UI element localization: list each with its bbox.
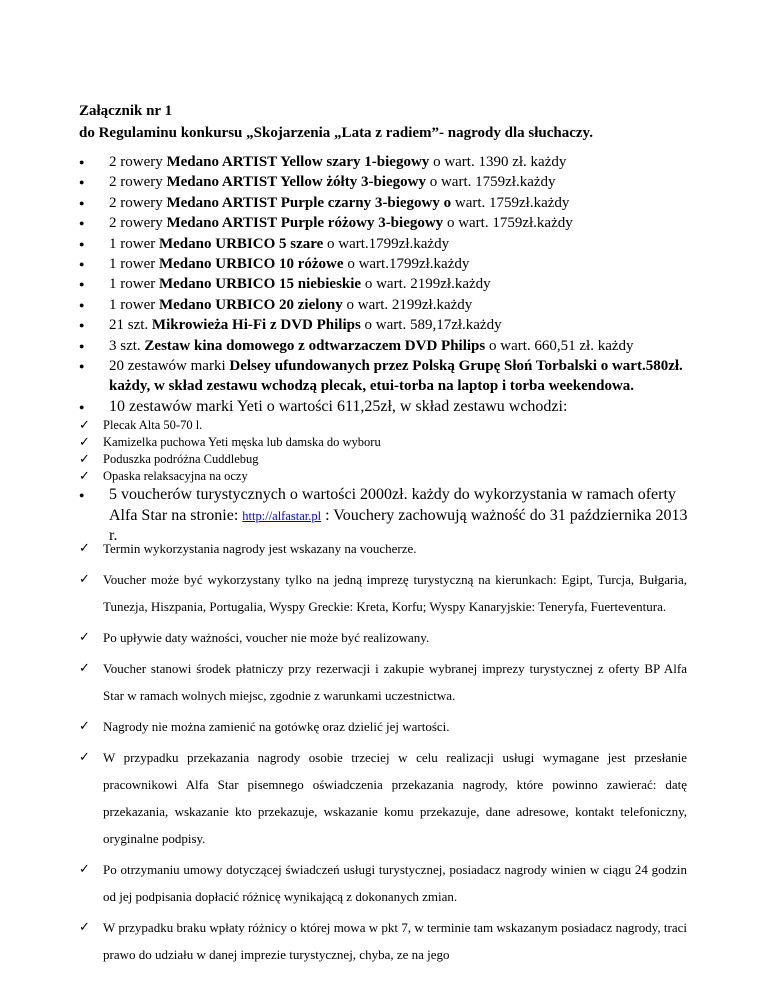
terms-item: ✓ W przypadku przekazania nagrody osobie trzeciej w celu realizacji usługi wymagane jest przesłanie pracownikowi Alfa Star pisemnego oświadczenia przekazania nagrody, które powinno zawierać: datę przekazania, wskazanie kto przekazuje, wskazanie komu przekazuje, dane adresowe, kontakt telefoniczny, oryginalne podpisy.: [79, 744, 687, 852]
prize-item: ● 1 rower Medano URBICO 10 różowe o wart.1799zł.każdy: [79, 254, 699, 274]
prize-item: ● 1 rower Medano URBICO 5 szare o wart.1799zł.każdy: [79, 234, 699, 254]
prize-item: ● 1 rower Medano URBICO 20 zielony o wart. 2199zł.każdy: [79, 295, 699, 315]
prize-item: ● 2 rowery Medano ARTIST Purple różowy 3-biegowy o wart. 1759zł.każdy: [79, 213, 699, 233]
heading-line-2: do Regulaminu konkursu „Skojarzenia „Lata z radiem”- nagrody dla słuchaczy.: [79, 125, 593, 141]
document-heading: [79, 100, 593, 144]
prize-list: [79, 152, 699, 547]
prize-item: ● 2 rowery Medano ARTIST Yellow szary 1-biegowy o wart. 1390 zł. każdy: [79, 152, 699, 172]
prize-item: ● 2 rowery Medano ARTIST Yellow żółty 3-biegowy o wart. 1759zł.każdy: [79, 172, 699, 192]
prize-item-yeti: ● 10 zestawów marki Yeti o wartości 611,25zł, w skład zestawu wchodzi:: [79, 397, 699, 417]
prize-item-vouchers: ● 5 voucherów turystycznych o wartości 2000zł. każdy do wykorzystania w ramach oferty Alfa Star na stronie: http://alfastar.pl : Vouchery zachowują ważność do 31 października 2013 r.: [79, 485, 699, 546]
yeti-set-item: ✓ Poduszka podróżna Cuddlebug: [79, 451, 699, 468]
prize-item: ● 3 szt. Zestaw kina domowego z odtwarzaczem DVD Philips o wart. 660,51 zł. każdy: [79, 336, 699, 356]
terms-item: ✓ W przypadku braku wpłaty różnicy o której mowa w pkt 7, w terminie tam wskazanym posiadacz nagrody, traci prawo do udziału w danej imprezie turystycznej, chyba, ze na jego: [79, 914, 687, 968]
voucher-terms-list: [79, 535, 687, 972]
terms-item: ✓ Po upływie daty ważności, voucher nie może być realizowany.: [79, 624, 687, 651]
prize-item: ● 2 rowery Medano ARTIST Purple czarny 3-biegowy o wart. 1759zł.każdy: [79, 193, 699, 213]
terms-item: ✓ Po otrzymaniu umowy dotyczącej świadczeń usługi turystycznej, posiadacz nagrody winien w ciągu 24 godzin od jej podpisania dopłacić różnicę wynikającą z dokonanych zmian.: [79, 856, 687, 910]
yeti-set-item: ✓ Opaska relaksacyjna na oczy: [79, 468, 699, 485]
prize-item: ● 21 szt. Mikrowieża Hi-Fi z DVD Philips o wart. 589,17zł.każdy: [79, 315, 699, 335]
yeti-set-item: ✓ Plecak Alta 50-70 l.: [79, 417, 699, 434]
alfastar-link[interactable]: http://alfastar.pl: [242, 508, 322, 523]
terms-item: ✓ Nagrody nie można zamienić na gotówkę oraz dzielić jej wartości.: [79, 713, 687, 740]
terms-item: ✓ Voucher stanowi środek płatniczy przy rezerwacji i zakupie wybranej imprezy turystycznej z oferty BP Alfa Star w ramach wolnych miejsc, zgodnie z warunkami uczestnictwa.: [79, 655, 687, 709]
terms-item: ✓ Voucher może być wykorzystany tylko na jedną imprezę turystyczną na kierunkach: Egipt, Turcja, Bułgaria, Tunezja, Hiszpania, Portugalia, Wyspy Greckie: Kreta, Korfu; Wyspy Kanaryjskie: Teneryfa, Fuerteventura.: [79, 566, 687, 620]
prize-item: ● 20 zestawów marki Delsey ufundowanych przez Polską Grupę Słoń Torbalski o wart.580zł. każdy, w skład zestawu wchodzą plecak, etui-torba na laptop i torba weekendowa.: [79, 356, 699, 397]
heading-line-1: Załącznik nr 1: [79, 103, 173, 119]
terms-item: ✓ Termin wykorzystania nagrody jest wskazany na voucherze.: [79, 535, 687, 562]
prize-item: ● 1 rower Medano URBICO 15 niebieskie o wart. 2199zł.każdy: [79, 274, 699, 294]
yeti-set-item: ✓ Kamizelka puchowa Yeti męska lub damska do wyboru: [79, 434, 699, 451]
